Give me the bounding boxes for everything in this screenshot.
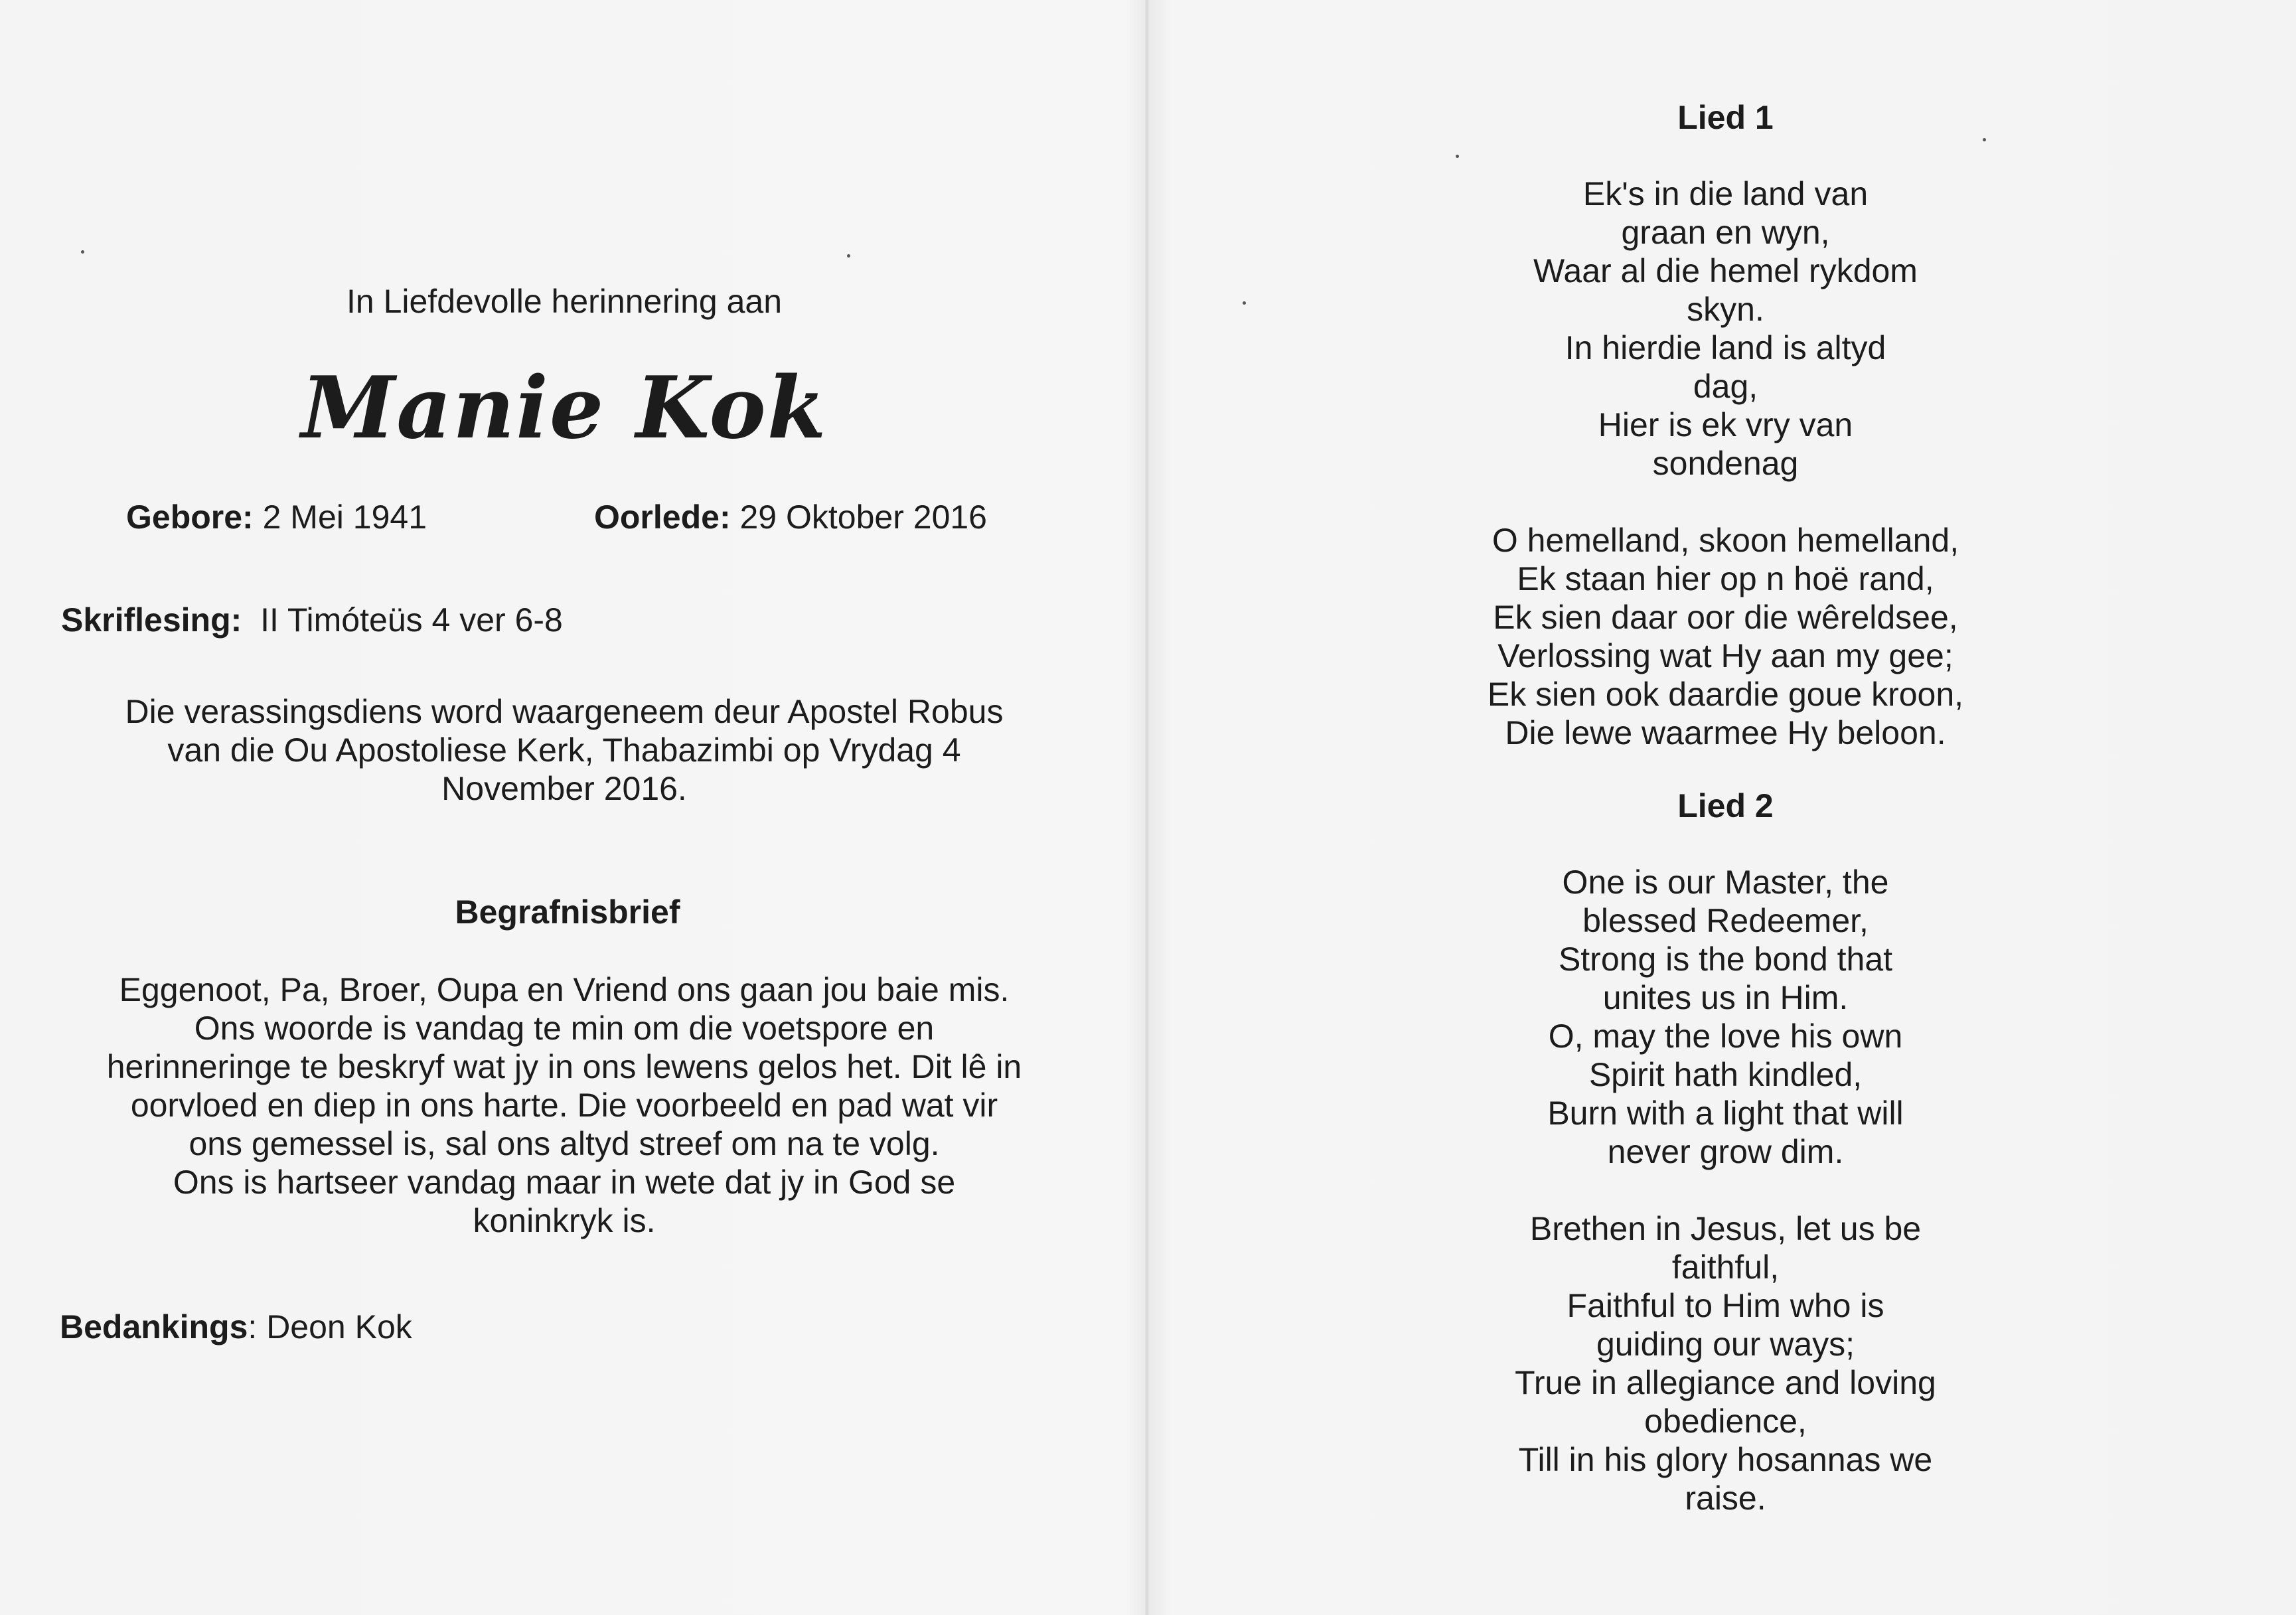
stanza-gap [1155, 483, 2296, 521]
letter-line: ons gemessel is, sal ons altyd streef om na te volg. [189, 1125, 940, 1162]
died-label: Oorlede: [594, 499, 731, 536]
hymn-line: O hemelland, skoon hemelland, [1492, 522, 1959, 559]
hymn-line: In hierdie land is altyd [1565, 329, 1886, 366]
hymn-line: faithful, [1671, 1249, 1780, 1286]
letter-line: herinneringe te beskryf wat jy in ons lewens gelos het. Dit lê in [106, 1048, 1022, 1085]
service-line: van die Ou Apostoliese Kerk, Thabazimbi op Vrydag 4 [167, 731, 961, 769]
hymn-line: Till in his glory hosannas we [1518, 1441, 1933, 1478]
hymn-line: raise. [1685, 1480, 1766, 1517]
died-value: 29 Oktober 2016 [739, 499, 987, 536]
hymn-line: Ek sien ook daardie goue kroon, [1487, 676, 1964, 713]
letter-line: Ons woorde is vandag te min om die voetspore en [194, 1010, 935, 1047]
scripture-value: II Timóteüs 4 ver 6-8 [260, 601, 563, 639]
hymn-line: Burn with a light that will [1547, 1095, 1904, 1132]
hymn-line: graan en wyn, [1621, 214, 1830, 251]
hymn-line: Ek's in die land van [1582, 175, 1869, 212]
hymn-line: sondenag [1652, 445, 1799, 482]
hymn-line: Die lewe waarmee Hy beloon. [1505, 714, 1946, 751]
hymn-line: Brethen in Jesus, let us be [1529, 1210, 1922, 1247]
page-fold [1145, 0, 1149, 1615]
right-page [1155, 0, 2296, 1615]
hymn-line: Waar al die hemel rykdom [1533, 252, 1918, 289]
hymn-2-title: Lied 2 [1677, 787, 1774, 824]
hymn-line: O, may the love his own [1548, 1018, 1903, 1055]
letter-line: Ons is hartseer vandag maar in wete dat jy in God se [173, 1164, 956, 1201]
hymn-line: blessed Redeemer, [1582, 902, 1869, 939]
acknowledgements [60, 1308, 412, 1346]
hymn-line: Ek staan hier op n hoë rand, [1517, 560, 1934, 597]
letter-line: Eggenoot, Pa, Broer, Oupa en Vriend ons gaan jou baie mis. [119, 971, 1010, 1008]
died-date [594, 498, 987, 536]
thanks-label: Bedankings [60, 1308, 248, 1346]
hymn-line: Strong is the bond that [1558, 941, 1893, 978]
hymn-line: Verlossing wat Hy aan my gee; [1497, 637, 1953, 674]
thanks-value: : Deon Kok [248, 1308, 412, 1346]
born-label: Gebore: [126, 499, 254, 536]
hymn-line: Faithful to Him who is [1567, 1287, 1884, 1324]
deceased-name: Manie Kok [301, 358, 828, 458]
scripture-label: Skriflesing: [61, 601, 242, 639]
hymn-line: unites us in Him. [1602, 979, 1849, 1016]
letter-line: oorvloed en diep in ons harte. Die voorbeeld en pad wat vir [130, 1087, 998, 1124]
hymn-line: guiding our ways; [1596, 1326, 1855, 1363]
service-line: Die verassingsdiens word waargeneem deur Apostel Robus [125, 693, 1004, 730]
hymn-line: One is our Master, the [1562, 864, 1889, 901]
hymn-line: Hier is ek vry van [1598, 406, 1853, 443]
letter-line: koninkryk is. [473, 1202, 656, 1239]
scripture-reading [61, 601, 563, 639]
letter-heading: Begrafnisbrief [455, 893, 680, 931]
dates-row [0, 498, 1142, 538]
service-line: November 2016. [441, 770, 687, 807]
stanza-gap [1155, 1171, 2296, 1209]
intro-line: In Liefdevolle herinnering aan [346, 283, 783, 320]
hymn-line: never grow dim. [1607, 1133, 1844, 1170]
hymn-line: obedience, [1644, 1403, 1807, 1440]
born-value: 2 Mei 1941 [262, 499, 427, 536]
hymn-line: dag, [1693, 368, 1758, 405]
service-notice [66, 692, 1062, 808]
left-page [0, 0, 1142, 1615]
funeral-letter [40, 970, 1089, 1240]
hymn-1-title: Lied 1 [1677, 99, 1774, 136]
hymn-1-text [1155, 175, 2296, 752]
hymn-line: True in allegiance and loving [1515, 1364, 1936, 1401]
hymn-line: skyn. [1687, 291, 1764, 328]
hymn-2-text [1155, 863, 2296, 1517]
hymn-line: Spirit hath kindled, [1588, 1056, 1863, 1093]
hymn-line: Ek sien daar oor die wêreldsee, [1493, 599, 1958, 636]
born-date [126, 498, 427, 536]
